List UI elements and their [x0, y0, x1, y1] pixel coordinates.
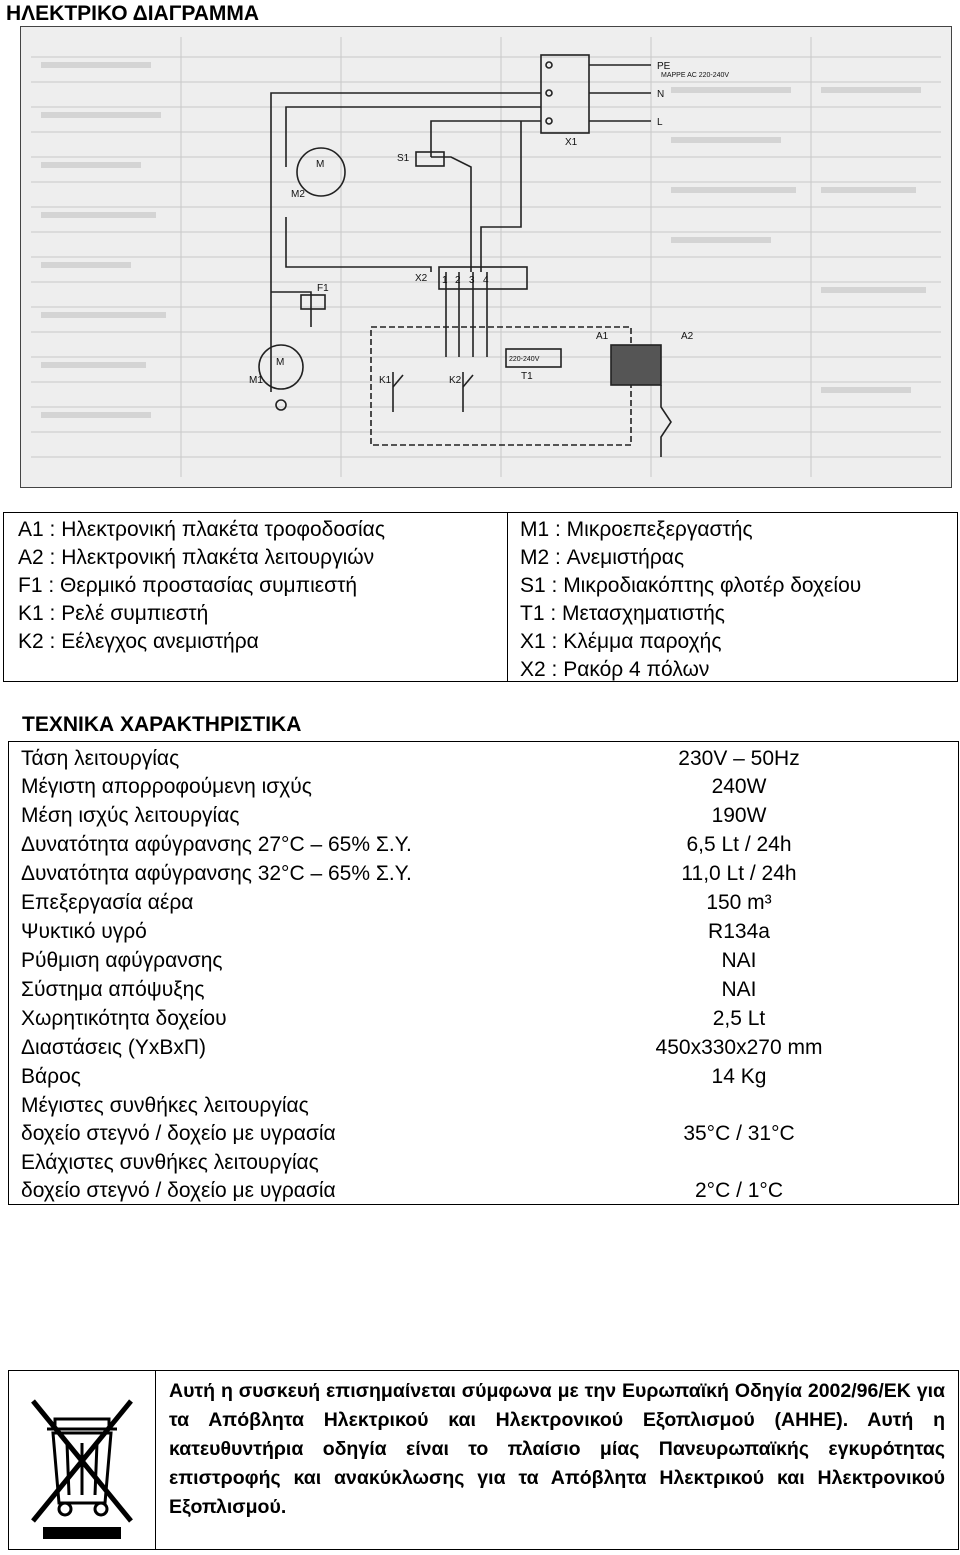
page-title: ΗΛΕΚΤΡΙΚΟ ΔΙΑΓΡΑΜΜΑ — [6, 2, 260, 25]
diagram-label: 3 — [469, 275, 475, 286]
wiring-diagram-svg — [21, 27, 951, 487]
diagram-label: K1 — [379, 375, 392, 386]
spec-label: Χωρητικότητα δοχείου — [21, 1007, 227, 1030]
diagram-label: 2 — [455, 275, 461, 286]
spec-value: 2°C / 1°C — [695, 1179, 783, 1202]
component-legend — [3, 512, 958, 682]
spec-label: Δυνατότητα αφύγρανσης 27°C – 65% Σ.Υ. — [21, 833, 412, 856]
spec-label: Ελάχιστες συνθήκες λειτουργίας — [21, 1151, 319, 1174]
spec-label: Μέγιστη απορροφούμενη ισχύς — [21, 775, 312, 798]
diagram-label: 4 — [483, 275, 489, 286]
wiring-diagram — [20, 26, 952, 488]
legend-item: X1 : Κλέμμα παροχής — [520, 630, 722, 653]
spec-value: ΝΑΙ — [721, 978, 757, 1001]
diagram-label: T1 — [521, 371, 533, 382]
spec-value: 35°C / 31°C — [683, 1122, 795, 1145]
spec-label: Ψυκτικό υγρό — [21, 920, 147, 943]
spec-label: Επεξεργασία αέρα — [21, 891, 194, 914]
spec-value: 11,0 Lt / 24h — [681, 862, 797, 885]
diagram-terminal-note: MAPPE AC 220-240V — [661, 72, 730, 79]
diagram-label: X1 — [565, 137, 578, 148]
spec-label: Μέγιστες συνθήκες λειτουργίας — [21, 1094, 309, 1117]
spec-value: 14 Kg — [711, 1065, 767, 1088]
legend-item: A2 : Ηλεκτρονική πλακέτα λειτουργιών — [18, 546, 375, 569]
diagram-label: L — [657, 117, 663, 128]
weee-notice — [8, 1370, 959, 1550]
legend-item: M2 : Ανεμιστήρας — [520, 546, 685, 569]
spec-value: 190W — [711, 804, 767, 827]
spec-label: Σύστημα απόψυξης — [21, 978, 205, 1001]
spec-label: Ρύθμιση αφύγρανσης — [21, 949, 223, 972]
diagram-label: M1 — [249, 375, 263, 386]
specs-title: ΤΕΧΝΙΚΑ ΧΑΡΑΚΤΗΡΙΣΤΙΚΑ — [22, 713, 302, 736]
spec-label: Βάρος — [21, 1065, 81, 1088]
spec-label: Μέση ισχύς λειτουργίας — [21, 804, 240, 827]
diagram-label: A1 — [596, 331, 609, 342]
spec-label: δοχείο στεγνό / δοχείο με υγρασία — [21, 1179, 336, 1202]
spec-label: Διαστάσεις (ΥxΒxΠ) — [21, 1036, 207, 1059]
legend-divider — [507, 513, 508, 681]
spec-value: 230V – 50Hz — [678, 747, 800, 770]
legend-item: A1 : Ηλεκτρονική πλακέτα τροφοδοσίας — [18, 518, 385, 541]
diagram-label: M — [316, 159, 325, 170]
legend-item: F1 : Θερμικό προστασίας συμπιεστή — [18, 574, 358, 597]
spec-value: 240W — [711, 775, 767, 798]
diagram-label: X2 — [415, 273, 428, 284]
diagram-label: F1 — [317, 283, 329, 294]
legend-item: M1 : Μικροεπεξεργαστής — [520, 518, 753, 541]
diagram-label: S1 — [397, 153, 410, 164]
crossed-out-wheelie-bin-icon — [9, 1371, 155, 1549]
spec-value: ΝΑΙ — [721, 949, 757, 972]
spec-value: 150 m³ — [706, 891, 772, 914]
spec-label: Τάση λειτουργίας — [21, 747, 180, 770]
diagram-label: 1 — [442, 275, 448, 286]
diagram-label: 220-240V — [509, 356, 540, 363]
diagram-label: A2 — [681, 331, 694, 342]
legend-item: K1 : Ρελέ συμπιεστή — [18, 602, 209, 625]
specs-table — [8, 741, 959, 1205]
weee-text: Αυτή η συσκευή επισημαίνεται σύμφωνα με την Ευρωπαϊκή Οδηγία 2002/96/ΕΚ για τα Απόβλητα Ηλεκτρικού και Ηλεκτρονικού Εξοπλισμού (ΑΗΗΕ). Αυτή η κατευθυντήρια οδηγία είναι το πλαίσιο μίας Πανευρωπαϊκής εγκυρότητας επιστροφής και ανακύκλωσης για τα Απόβλητα Ηλεκτρικού και Ηλεκτρονικού Εξοπλισμού. — [169, 1380, 945, 1518]
weee-icon-box — [9, 1371, 156, 1549]
spec-value: 2,5 Lt — [712, 1007, 766, 1030]
legend-item: K2 : Εέλεγχος ανεμιστήρα — [18, 630, 259, 653]
diagram-label: M2 — [291, 189, 305, 200]
legend-item: T1 : Μετασχηματιστής — [520, 602, 725, 625]
legend-item: S1 : Μικροδιακόπτης φλοτέρ δοχείου — [520, 574, 862, 597]
diagram-label: N — [657, 89, 665, 100]
spec-value: 6,5 Lt / 24h — [686, 833, 792, 856]
legend-left-column — [18, 516, 385, 656]
diagram-label: K2 — [449, 375, 462, 386]
spec-label: Δυνατότητα αφύγρανσης 32°C – 65% Σ.Υ. — [21, 862, 412, 885]
legend-item: X2 : Ρακόρ 4 πόλων — [520, 658, 710, 681]
legend-right-column — [520, 516, 861, 684]
spec-label: δοχείο στεγνό / δοχείο με υγρασία — [21, 1122, 336, 1145]
spec-value: R134a — [708, 920, 770, 943]
spec-value: 450x330x270 mm — [655, 1036, 823, 1059]
diagram-label: M — [276, 357, 285, 368]
diagram-label: PE — [657, 61, 671, 72]
